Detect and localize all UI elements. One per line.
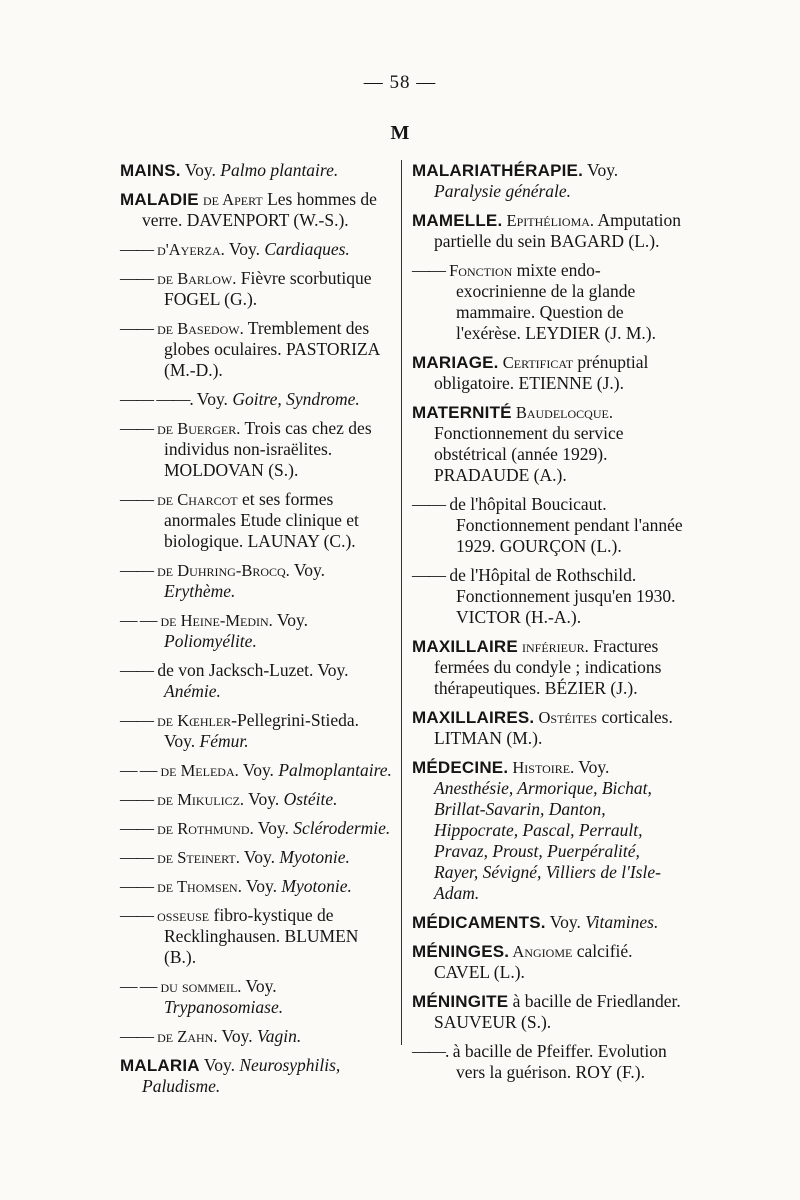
entry-text: de l'hôpital Boucicaut. Fonctionnement pendant l'année 1929. GOURÇON (L.).: [445, 494, 683, 556]
entry-text: Trois cas chez des individus non-israëlites. MOLDOVAN (S.).: [164, 418, 372, 480]
entry-text: Voy.: [574, 757, 610, 777]
entry-dash: ——: [412, 260, 445, 280]
entry-text: mixte endo-exocrinienne de la glande mammaire. Question de l'exérèse. LEYDIER (J. M.).: [456, 260, 656, 343]
entry-headword: MÉDECINE.: [412, 758, 509, 777]
entry-subheading: de Duhring-Brocq.: [153, 561, 290, 580]
index-entry: [412, 991, 684, 1033]
entry-text: -Pellegrini-Stieda. Voy.: [164, 710, 359, 751]
entry-dash: ——: [120, 489, 153, 509]
entry-text: Fièvre scorbutique FOGEL (G.).: [164, 268, 372, 309]
index-entry: [120, 610, 392, 652]
entry-reference: Vitamines.: [580, 912, 659, 932]
entry-reference: Paralysie générale.: [434, 181, 572, 201]
entry-text: Voy.: [180, 160, 216, 180]
entry-text: Voy.: [244, 789, 280, 809]
entry-subheading: de Heine-Medin.: [156, 611, 273, 630]
entry-text: de von Jacksch-Luzet. Voy.: [153, 660, 349, 680]
right-column: [412, 160, 684, 1091]
entry-text: Voy.: [583, 160, 619, 180]
entry-headword: MÉDICAMENTS.: [412, 913, 546, 932]
entry-dash: — —: [120, 610, 157, 630]
entry-text: corticales. LITMAN (M.).: [434, 707, 673, 748]
column-divider: [401, 160, 402, 1045]
entry-text: Voy.: [241, 976, 277, 996]
index-entry: [412, 636, 684, 699]
entry-subheading: de Meleda.: [156, 761, 239, 780]
entry-subheading: osseuse: [153, 906, 210, 925]
index-entry: [120, 318, 392, 381]
entry-subheading: Ostéites: [534, 708, 598, 727]
index-entry: [412, 912, 684, 933]
entry-reference: Trypanosomiase.: [164, 997, 284, 1017]
entry-reference: Myotonie.: [275, 847, 350, 867]
entry-subheading: Angiome: [509, 942, 573, 961]
entry-text: Voy.: [199, 1055, 235, 1075]
entry-dash: ——: [120, 318, 153, 338]
entry-dash: ——: [120, 1026, 153, 1046]
entry-subheading: Epithélioma.: [502, 211, 595, 230]
entry-reference: Myotonie.: [277, 876, 352, 896]
index-entry: [412, 1041, 684, 1083]
entry-headword: MALADIE: [120, 190, 199, 209]
entry-subheading: de Buerger.: [153, 419, 241, 438]
index-entry: [412, 260, 684, 344]
entry-reference: Sclérodermie.: [288, 818, 391, 838]
entry-dash: ——: [120, 660, 153, 680]
index-entry: [120, 876, 392, 897]
entry-text: Tremblement des globes oculaires. PASTORIZA (M.-D.).: [164, 318, 380, 380]
entry-reference: Vagin.: [252, 1026, 302, 1046]
index-entry: [120, 1026, 392, 1047]
page-number: — 58 —: [363, 72, 437, 93]
entry-reference: Neurosyphilis, Paludisme.: [142, 1055, 341, 1096]
entry-dash: ——: [120, 876, 153, 896]
index-entry: [412, 402, 684, 486]
entry-dash: — —: [120, 760, 157, 780]
entry-headword: MARIAGE.: [412, 353, 499, 372]
index-entry: [120, 418, 392, 481]
entry-reference: Anesthésie, Armorique, Bichat, Brillat-Savarin, Danton, Hippocrate, Pascal, Perrault, Pravaz, Proust, Puerpéralité, Rayer, Sévigné, Villiers de l'Isle-Adam.: [434, 778, 661, 903]
index-entry: [412, 160, 684, 202]
entry-headword: MALARIATHÉRAPIE.: [412, 161, 583, 180]
entry-subheading: d'Ayerza.: [153, 240, 225, 259]
entry-subheading: de Barlow.: [153, 269, 237, 288]
entry-reference: Poliomyélite.: [164, 631, 257, 651]
entry-text: Voy.: [253, 818, 289, 838]
index-entry: [412, 494, 684, 557]
entry-dash: ——.: [412, 1041, 449, 1061]
entry-subheading: de Basedow.: [153, 319, 244, 338]
entry-dash: ——: [120, 560, 153, 580]
entry-subheading: de Mikulicz.: [153, 790, 245, 809]
entry-subheading: Histoire.: [508, 758, 575, 777]
entry-reference: Fémur.: [195, 731, 249, 751]
index-entry: [412, 210, 684, 252]
entry-text: Voy.: [238, 760, 274, 780]
entry-subheading: de Steinert.: [153, 848, 240, 867]
entry-dash: ——: [120, 905, 153, 925]
entry-reference: Palmoplantaire.: [273, 760, 392, 780]
index-entry: [120, 710, 392, 752]
entry-subheading: Certificat: [498, 353, 574, 372]
entry-dash: ——: [120, 789, 153, 809]
entry-reference: Anémie.: [164, 681, 221, 701]
entry-reference: Erythème.: [164, 581, 236, 601]
index-entry: [120, 789, 392, 810]
entry-text: de l'Hôpital de Rothschild. Fonctionnement jusqu'en 1930. VICTOR (H.-A.).: [445, 565, 676, 627]
entry-text: à bacille de Pfeiffer. Evolution vers la guérison. ROY (F.).: [448, 1041, 667, 1082]
entry-text: Fonctionnement du service obstétrical (année 1929). PRADAUDE (A.).: [434, 423, 624, 485]
entry-text: prénuptial obligatoire. ETIENNE (J.).: [434, 352, 649, 393]
entry-subheading: inférieur.: [517, 637, 589, 656]
index-entry: [412, 707, 684, 749]
entry-text: Voy.: [217, 1026, 253, 1046]
entry-subheading: du sommeil.: [156, 977, 242, 996]
index-entry: [120, 660, 392, 702]
entry-dash: ——: [120, 847, 153, 867]
index-entry: [120, 760, 392, 781]
entry-subheading: de Kœhler: [153, 711, 232, 730]
index-entry: [120, 1055, 392, 1097]
entry-subheading: de Charcot: [153, 490, 238, 509]
entry-text: Fractures fermées du condyle ; indications thérapeutiques. BÉZIER (J.).: [434, 636, 662, 698]
index-entry: [412, 757, 684, 904]
entry-text: Voy.: [241, 876, 278, 896]
index-entry: [120, 160, 392, 181]
entry-text: Voy.: [272, 610, 308, 630]
entry-subheading: Baudelocque.: [511, 403, 613, 422]
entry-text: calcifié. CAVEL (L.).: [434, 941, 633, 982]
entry-subheading: de Thomsen.: [153, 877, 242, 896]
entry-text: Voy.: [239, 847, 276, 867]
entry-headword: MAMELLE.: [412, 211, 503, 230]
entry-subheading: Fonction: [445, 261, 513, 280]
index-entry: [412, 941, 684, 983]
entry-headword: MÉNINGES.: [412, 942, 510, 961]
index-entry: [120, 489, 392, 552]
section-letter: M: [390, 122, 410, 144]
index-entry: [120, 818, 392, 839]
entry-dash: ——: [120, 418, 153, 438]
entry-text: Les hommes de verre. DAVENPORT (W.-S.).: [142, 189, 377, 230]
entry-text: Voy.: [289, 560, 325, 580]
entry-text: à bacille de Friedlander. SAUVEUR (S.).: [434, 991, 681, 1032]
entry-reference: Goitre, Syndrome.: [227, 389, 360, 409]
index-entry: [120, 976, 392, 1018]
entry-headword: MATERNITÉ: [412, 403, 512, 422]
entry-headword: MALARIA: [120, 1056, 200, 1075]
entry-headword: MAINS.: [120, 161, 181, 180]
entry-dash: ——: [120, 239, 153, 259]
entry-subheading: de Rothmund.: [153, 819, 254, 838]
index-entry: [120, 847, 392, 868]
entry-headword: MAXILLAIRES.: [412, 708, 535, 727]
index-entry: [120, 189, 392, 231]
entry-text: Amputation partielle du sein BAGARD (L.).: [434, 210, 682, 251]
index-entry: [412, 565, 684, 628]
entry-subheading: de Zahn.: [153, 1027, 218, 1046]
entry-text: fibro-kystique de Recklinghausen. BLUMEN (B.).: [164, 905, 359, 967]
entry-dash: ——: [120, 710, 153, 730]
entry-headword: MAXILLAIRE: [412, 637, 518, 656]
entry-text: Voy.: [545, 912, 581, 932]
entry-dash: ——: [120, 818, 153, 838]
entry-reference: Ostéite.: [279, 789, 338, 809]
entry-dash: ——: [412, 565, 445, 585]
entry-dash: — —: [120, 976, 157, 996]
entry-headword: MÉNINGITE: [412, 992, 509, 1011]
index-entry: [120, 268, 392, 310]
entry-dash: ——: [412, 494, 445, 514]
index-entry: [120, 905, 392, 968]
entry-text: Voy.: [192, 389, 228, 409]
index-entry: [412, 352, 684, 394]
entry-dash: —— ——.: [120, 389, 193, 409]
left-column: [120, 160, 392, 1105]
entry-text: Voy.: [224, 239, 260, 259]
index-entry: [120, 239, 392, 260]
entry-dash: ——: [120, 268, 153, 288]
index-entry: [120, 389, 392, 410]
entry-subheading: de Apert: [198, 190, 263, 209]
entry-reference: Palmo plantaire.: [215, 160, 339, 180]
entry-reference: Cardiaques.: [260, 239, 350, 259]
index-entry: [120, 560, 392, 602]
entry-text: et ses formes anormales Etude clinique et biologique. LAUNAY (C.).: [164, 489, 359, 551]
